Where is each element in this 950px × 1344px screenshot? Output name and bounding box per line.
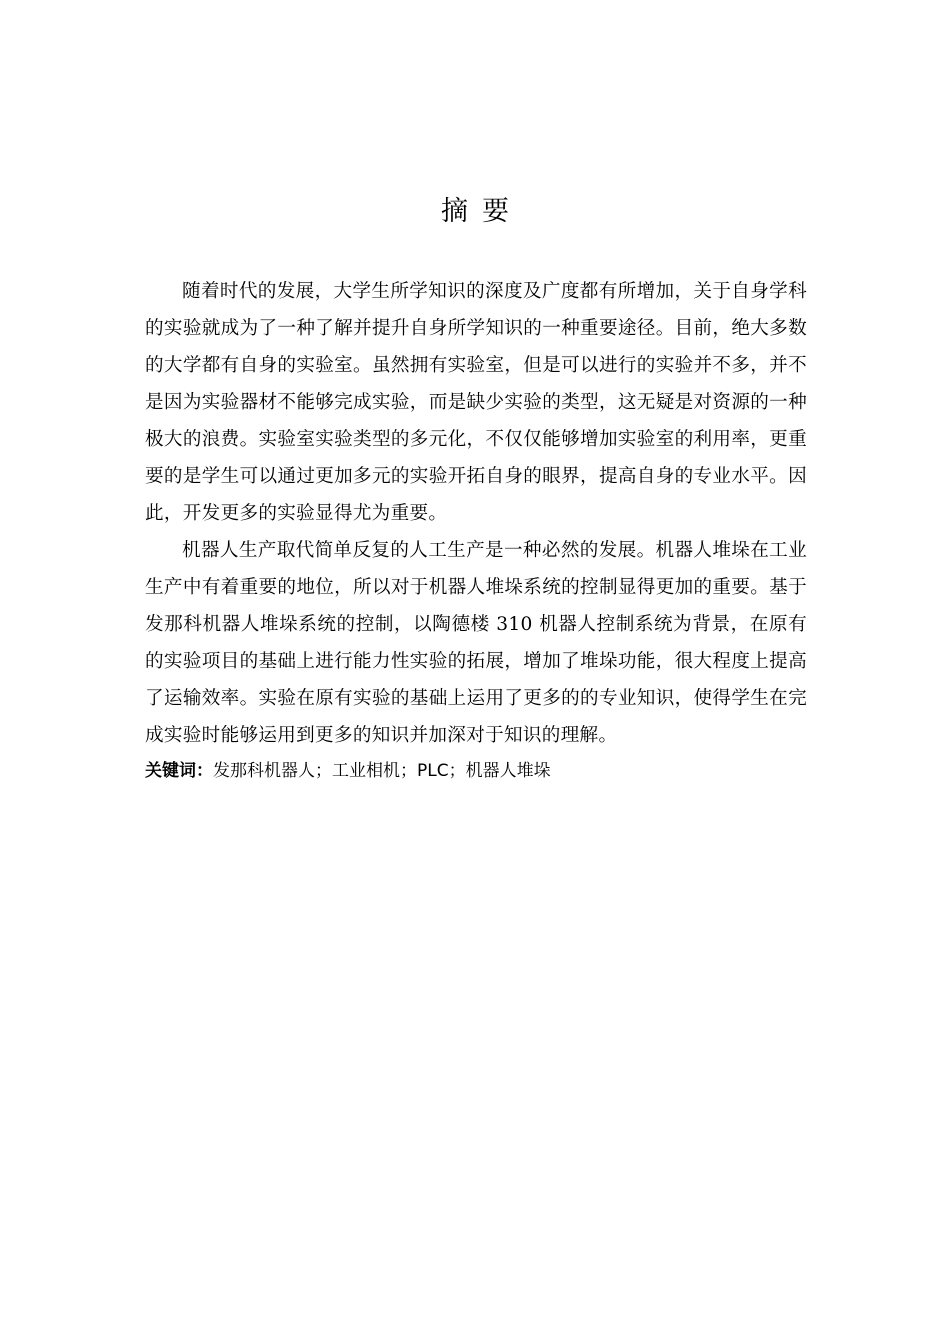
keywords-label: 关键词：: [145, 761, 213, 781]
abstract-paragraph-1: 随着时代的发展，大学生所学知识的深度及广度都有所增加，关于自身学科的实验就成为了一种了解并提升自身所学知识的一种重要途径。目前，绝大多数的大学都有自身的实验室。虽然拥有实验室，但是可以进行的实验并不多，并不是因为实验器材不能够完成实验，而是缺少实验的类型，这无疑是对资源的一种极大的浪费。实验室实验类型的多元化，不仅仅能够增加实验室的利用率，更重要的是学生可以通过更加多元的实验开拓自身的眼界，提高自身的专业水平。因此，开发更多的实验显得尤为重要。: [145, 281, 807, 524]
abstract-body: [145, 273, 807, 788]
page-title: 摘要: [441, 196, 523, 227]
keywords-text: 发那科机器人；工业相机；PLC；机器人堆垛: [213, 761, 551, 781]
keywords-line: [145, 754, 807, 788]
abstract-paragraph-2: 机器人生产取代简单反复的人工生产是一种必然的发展。机器人堆垛在工业生产中有着重要的地位，所以对于机器人堆垛系统的控制显得更加的重要。基于发那科机器人堆垛系统的控制，以陶德楼 310 机器人控制系统为背景，在原有的实验项目的基础上进行能力性实验的拓展，增加了堆垛功能，很大程度上提高了运输效率。实验在原有实验的基础上运用了更多的的专业知识，使得学生在完成实验时能够运用到更多的知识并加深对于知识的理解。: [145, 540, 807, 746]
